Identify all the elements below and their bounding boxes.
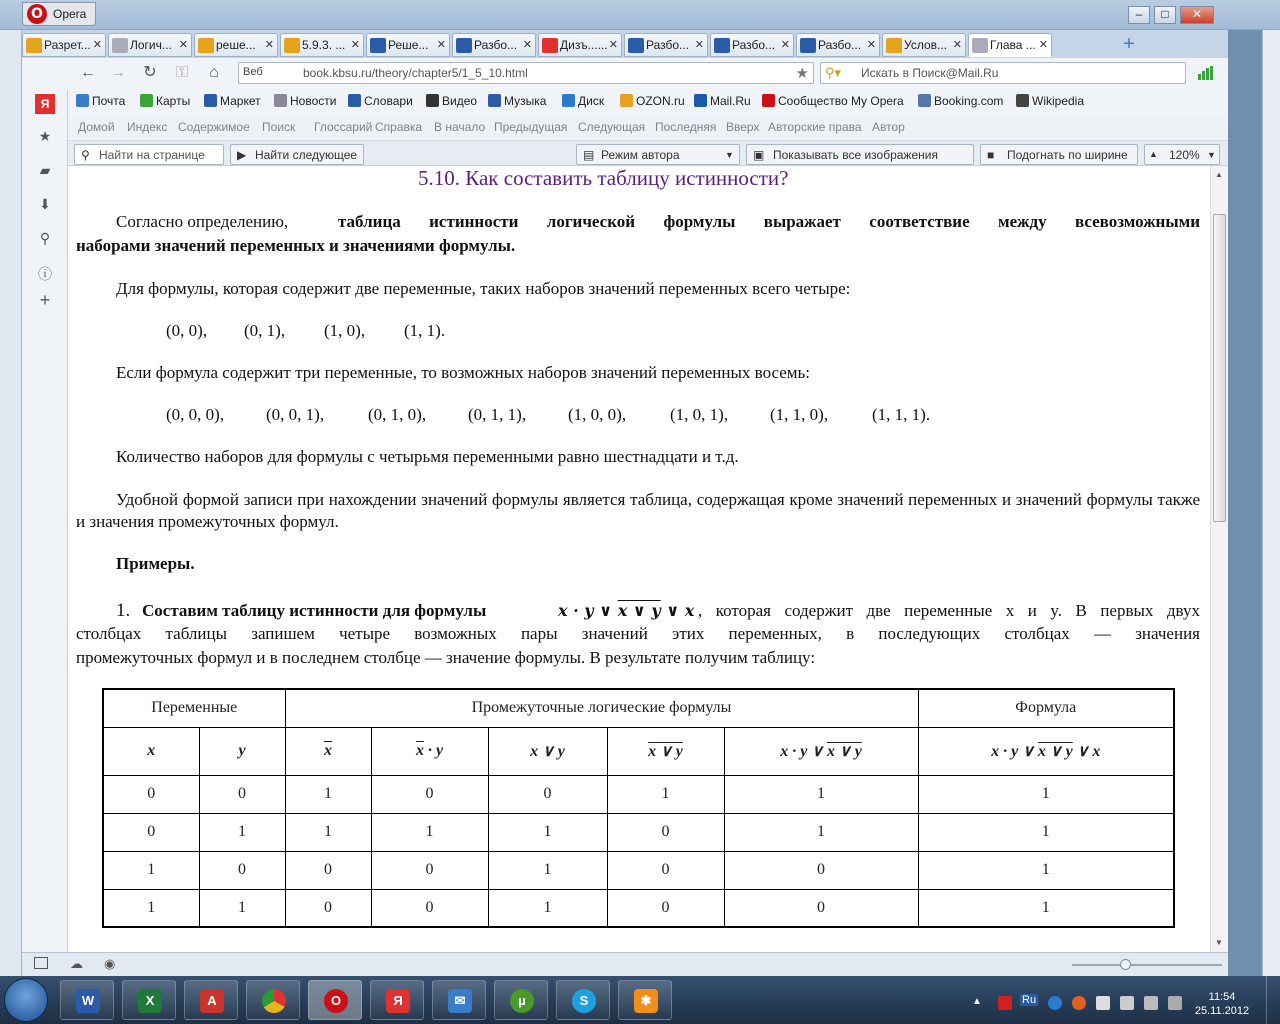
- table-cell: 1: [199, 889, 285, 927]
- scroll-up-icon[interactable]: ▲: [1215, 170, 1223, 179]
- bookmark-label: Почта: [92, 94, 126, 108]
- bookmark-icon: [274, 94, 287, 107]
- table-cell: 1: [918, 889, 1174, 927]
- bookmark-icon: [620, 94, 633, 107]
- author-mode-select[interactable]: [576, 144, 740, 165]
- tab-label: Глава ...: [990, 38, 1036, 52]
- bookmark-6[interactable]: [426, 94, 477, 108]
- find-next-icon: ▶: [237, 148, 247, 162]
- close-tab-icon[interactable]: ✕: [866, 39, 876, 51]
- tab-label: Логич...: [130, 38, 172, 52]
- table-cell: 0: [607, 889, 724, 927]
- background-window-edge: [0, 30, 22, 976]
- paragraph-2: Для формулы, которая содержит две переменные, таких наборов значений переменных всего четыре:: [116, 279, 851, 298]
- zoom-up-icon: ▲: [1149, 149, 1158, 159]
- bookmark-2[interactable]: [140, 94, 190, 108]
- paragraph-5: Удобной формой записи при нахождении значений формулы является таблица, содержащая кроме значений переменных и значений формулы также и значения промежуточных формул.: [76, 490, 1200, 531]
- signal-icon: [1198, 66, 1214, 80]
- paragraph-1-bold: таблица истинности логической формулы выражает соответствие между всевозможными: [338, 212, 1200, 231]
- page-icon: [972, 38, 988, 53]
- bookmark-label: Wikipedia: [1032, 94, 1085, 108]
- table-cell: 1: [371, 813, 488, 851]
- table-cell: 1: [918, 813, 1174, 851]
- navigation-links-bar: [68, 116, 1228, 138]
- table-cell: 0: [724, 851, 918, 889]
- close-tab-icon[interactable]: ✕: [350, 39, 360, 51]
- yandex-browser-icon: Я: [386, 989, 410, 1013]
- opera-icon: O: [324, 989, 348, 1013]
- tab-4[interactable]: [280, 33, 364, 57]
- cloud-icon[interactable]: ☁: [70, 956, 83, 971]
- truth-table: [102, 688, 1175, 928]
- table-row: [103, 813, 1174, 851]
- show-images-label: Показывать все изображения: [773, 148, 938, 162]
- opera-menu-button[interactable]: [22, 2, 96, 26]
- bookmark-icon: [918, 94, 931, 107]
- fit-width-button[interactable]: [980, 144, 1138, 165]
- bookmark-icon: [140, 94, 153, 107]
- bookmark-13[interactable]: [1016, 94, 1084, 108]
- bookmark-label: OZON.ru: [636, 94, 685, 108]
- new-tab-button[interactable]: +: [1123, 33, 1135, 55]
- close-button[interactable]: ✕: [1180, 6, 1214, 24]
- show-images-button[interactable]: [746, 144, 974, 165]
- clock-date: 25.11.2012: [1194, 1005, 1250, 1017]
- tab-label: Разбо...: [646, 38, 690, 52]
- mode-icon: ▤: [583, 148, 595, 162]
- search-icon[interactable]: ⚲: [39, 230, 51, 246]
- chevron-down-icon: ▼: [725, 150, 734, 160]
- tab-12[interactable]: [968, 33, 1052, 57]
- chevron-down-icon: ▼: [1207, 150, 1216, 160]
- value-set-3vars: (1, 1, 0),: [770, 405, 829, 424]
- downloads-icon[interactable]: ⬇: [39, 196, 51, 212]
- utorrent-icon: µ: [510, 989, 534, 1013]
- value-set-3vars: (0, 0, 1),: [266, 405, 325, 424]
- value-set-3vars: (0, 1, 1),: [468, 405, 527, 424]
- skype-icon: S: [572, 989, 596, 1013]
- header-formula: Формула: [918, 689, 1174, 727]
- col-x: x: [103, 727, 199, 775]
- tray-app-icon-2[interactable]: [1072, 996, 1086, 1010]
- header-variables: Переменные: [103, 689, 285, 727]
- table-cell: 0: [607, 851, 724, 889]
- table-cell: 1: [607, 775, 724, 813]
- language-indicator[interactable]: Ru: [1022, 994, 1037, 1006]
- excel-taskbar-button[interactable]: [122, 980, 176, 1020]
- ege-icon: [456, 38, 472, 53]
- search-field[interactable]: [820, 62, 1186, 84]
- opera-logo-icon: O: [27, 4, 47, 24]
- bookmark-label: Новости: [290, 94, 337, 108]
- web-label: Веб: [243, 66, 263, 78]
- volume-icon[interactable]: [1168, 996, 1182, 1010]
- find-toolbar: [68, 140, 1228, 166]
- value-set-3vars: (1, 1, 1).: [872, 405, 931, 424]
- bookmark-1[interactable]: [76, 94, 125, 108]
- nav-link-12[interactable]: Авторские права: [768, 120, 862, 134]
- table-cell: 1: [488, 889, 607, 927]
- close-tab-icon[interactable]: ✕: [178, 39, 188, 51]
- utorrent-taskbar-button[interactable]: [494, 980, 548, 1020]
- tab-5[interactable]: [366, 33, 450, 57]
- chrome-taskbar-button[interactable]: [246, 980, 300, 1020]
- navigation-bar: [68, 58, 1228, 88]
- start-button[interactable]: [4, 978, 48, 1022]
- odnoklassniki-taskbar-button[interactable]: [618, 980, 672, 1020]
- value-set-3vars: (1, 0, 1),: [670, 405, 729, 424]
- bookmarks-bar: [68, 90, 1228, 114]
- paragraph-4: Количество наборов для формулы с четырьмя переменными равно шестнадцати и т.д.: [116, 447, 739, 466]
- close-tab-icon[interactable]: ✕: [436, 39, 446, 51]
- scroll-thumb[interactable]: [1213, 214, 1226, 522]
- close-tab-icon[interactable]: ✕: [694, 39, 704, 51]
- bookmark-icon: [1016, 94, 1029, 107]
- table-row: [103, 889, 1174, 927]
- status-bar: [22, 952, 1228, 976]
- close-tab-icon[interactable]: ✕: [952, 39, 962, 51]
- bookmark-4[interactable]: [274, 94, 336, 108]
- search-icon: [284, 38, 300, 53]
- bookmark-3[interactable]: [204, 94, 261, 108]
- col-y: y: [199, 727, 285, 775]
- chrome-icon: [262, 989, 286, 1013]
- nav-link-9[interactable]: Следующая: [578, 120, 646, 134]
- tab-9[interactable]: [710, 33, 794, 57]
- col-x-or-y: x ∨ y: [488, 727, 607, 775]
- tab-10[interactable]: [796, 33, 880, 57]
- example-text-line3: промежуточных формул и в последнем столбце — значение формулы. В результате получим таблицу:: [76, 648, 816, 667]
- tab-11[interactable]: [882, 33, 966, 57]
- table-cell: 1: [918, 851, 1174, 889]
- find-placeholder: Найти на странице: [99, 148, 205, 162]
- add-panel-icon[interactable]: +: [39, 290, 51, 310]
- clock-time: 11:54: [1208, 991, 1236, 1003]
- bookmark-icon: [488, 94, 501, 107]
- speed-dial-icon[interactable]: ◉: [104, 956, 116, 971]
- search-icon: [886, 38, 902, 53]
- title-bar: [0, 0, 1280, 30]
- tab-label: Разбо...: [732, 38, 776, 52]
- table-cell: 0: [199, 775, 285, 813]
- tab-label: Разрет...: [44, 38, 91, 52]
- page-title: 5.10. Как составить таблицу истинности?: [418, 166, 789, 190]
- nav-link-10[interactable]: Последняя: [655, 120, 717, 134]
- tab-7[interactable]: [538, 33, 622, 57]
- reload-icon[interactable]: ↻: [143, 64, 157, 81]
- example-text-line1: , которая содержит две переменные x и y. В первых двух: [698, 601, 1200, 620]
- table-row: [103, 775, 1174, 813]
- close-tab-icon[interactable]: ✕: [92, 39, 102, 51]
- bookmark-11[interactable]: [762, 94, 904, 108]
- table-cell: 1: [918, 775, 1174, 813]
- table-cell: 0: [488, 775, 607, 813]
- table-cell: 0: [371, 889, 488, 927]
- search-engine-icon[interactable]: ⚲▾: [825, 65, 842, 80]
- zoom-select[interactable]: [1144, 144, 1220, 165]
- skype-taskbar-button[interactable]: [556, 980, 610, 1020]
- col-not-x-or-y: x ∨ y: [607, 727, 724, 775]
- table-cell: 0: [371, 851, 488, 889]
- table-cell: 0: [285, 889, 371, 927]
- example-text-line2: столбцах таблицы запишем четыре возможных пары значений этих переменных, в последующих столбцах — значения: [76, 624, 1200, 643]
- tab-2[interactable]: [108, 33, 192, 57]
- formula-main: x · y ∨ x ∨ y ∨ x: [558, 601, 695, 620]
- table-row: [103, 851, 1174, 889]
- tab-label: реше...: [216, 38, 256, 52]
- word-taskbar-button[interactable]: [60, 980, 114, 1020]
- value-set-2vars: (1, 0),: [324, 321, 366, 340]
- ege-icon: [800, 38, 816, 53]
- bookmark-12[interactable]: [918, 94, 1003, 108]
- tab-bar: [22, 30, 1228, 58]
- tab-3[interactable]: [194, 33, 278, 57]
- example-number: 1.: [116, 600, 131, 621]
- table-cell: 1: [724, 813, 918, 851]
- table-cell: 1: [103, 851, 199, 889]
- yandex-icon: [542, 38, 558, 53]
- table-cell: 1: [103, 889, 199, 927]
- table-cell: 1: [199, 813, 285, 851]
- table-cell: 0: [724, 889, 918, 927]
- bookmark-icon: [76, 94, 89, 107]
- bookmark-9[interactable]: [620, 94, 685, 108]
- network-tray-icon[interactable]: [1048, 996, 1062, 1010]
- table-cell: 1: [285, 775, 371, 813]
- zoom-value: 120%: [1169, 148, 1200, 162]
- nav-link-8[interactable]: Предыдущая: [494, 120, 568, 134]
- scroll-down-icon[interactable]: ▼: [1215, 938, 1223, 947]
- table-cell: 0: [103, 813, 199, 851]
- acrobat-taskbar-button[interactable]: [184, 980, 238, 1020]
- acrobat-icon: A: [200, 989, 224, 1013]
- page-content: [68, 166, 1210, 952]
- search-icon: [198, 38, 214, 53]
- close-tab-icon[interactable]: ✕: [780, 39, 790, 51]
- col-intermediate-final: x · y ∨ x ∨ y: [724, 727, 918, 775]
- zoom-slider-handle[interactable]: [1120, 959, 1131, 970]
- value-set-2vars: (0, 0),: [166, 321, 208, 340]
- background-window-scrollbar[interactable]: [1262, 0, 1280, 976]
- table-cell: 0: [103, 775, 199, 813]
- nav-link-6[interactable]: Справка: [375, 120, 423, 134]
- nav-link-11[interactable]: Вверх: [726, 120, 760, 134]
- sidebar-panel: [22, 90, 68, 952]
- tab-label: Реше...: [388, 38, 429, 52]
- col-not-x-and-y: $\overline{x} \cdot y$: [371, 727, 488, 775]
- show-hidden-icons-icon[interactable]: ▲: [972, 996, 982, 1007]
- key-icon[interactable]: ⚿: [175, 64, 189, 81]
- close-tab-icon[interactable]: ✕: [522, 39, 532, 51]
- ege-icon: [370, 38, 386, 53]
- tab-label: Дизъ......: [560, 38, 608, 52]
- word-icon: W: [76, 989, 100, 1013]
- header-intermediate: Промежуточные логические формулы: [285, 689, 918, 727]
- bookmark-label: Карты: [156, 94, 191, 108]
- address-bar[interactable]: [238, 62, 814, 84]
- page-icon: [112, 38, 128, 53]
- bookmark-label: Booking.com: [934, 94, 1004, 108]
- window-title: Opera: [53, 7, 87, 21]
- nav-link-2[interactable]: Индекс: [127, 120, 168, 134]
- tab-6[interactable]: [452, 33, 536, 57]
- panel-toggle-icon[interactable]: [34, 957, 48, 969]
- paragraph-1-intro: Согласно определению,: [116, 212, 289, 231]
- home-icon[interactable]: ⌂: [209, 64, 219, 81]
- fit-width-icon: ■: [987, 148, 995, 162]
- mail-icon: ✉: [448, 989, 472, 1013]
- nav-link-13[interactable]: Автор: [872, 120, 905, 134]
- minimize-button[interactable]: –: [1128, 6, 1150, 24]
- bookmark-label: Маркет: [220, 94, 261, 108]
- bookmark-10[interactable]: [694, 94, 751, 108]
- excel-icon: X: [138, 989, 162, 1013]
- maximize-button[interactable]: □: [1154, 6, 1176, 24]
- tab-label: Услов...: [904, 38, 948, 52]
- info-icon[interactable]: ⓘ: [38, 266, 52, 282]
- table-cell: 1: [724, 775, 918, 813]
- nav-link-3[interactable]: Содержимое: [178, 120, 250, 134]
- yandex-taskbar-button[interactable]: [370, 980, 424, 1020]
- table-cell: 1: [488, 851, 607, 889]
- ege-icon: [714, 38, 730, 53]
- ege-icon: [628, 38, 644, 53]
- back-icon[interactable]: ←: [80, 64, 96, 81]
- mail-taskbar-button[interactable]: [432, 980, 486, 1020]
- network-icon[interactable]: [1144, 996, 1158, 1010]
- tab-1[interactable]: [22, 33, 106, 57]
- examples-heading: Примеры.: [116, 554, 195, 573]
- show-desktop-button[interactable]: [1266, 976, 1280, 1024]
- windows-taskbar: [0, 976, 1280, 1024]
- mode-label: Режим автора: [601, 148, 680, 162]
- table-cell: 1: [285, 813, 371, 851]
- zoom-slider[interactable]: [1072, 964, 1222, 966]
- yandex-icon[interactable]: Я: [35, 94, 55, 114]
- bookmark-icon: [762, 94, 775, 107]
- value-set-3vars: (0, 1, 0),: [368, 405, 427, 424]
- close-tab-icon[interactable]: ✕: [1038, 39, 1048, 51]
- close-tab-icon[interactable]: ✕: [608, 39, 618, 51]
- bookmark-icon: [694, 94, 707, 107]
- find-icon: ⚲: [81, 148, 90, 162]
- example-bold-text: Составим таблицу истинности для формулы: [142, 601, 487, 620]
- tray-app-icon[interactable]: [998, 996, 1012, 1010]
- col-formula: x · y ∨ x ∨ y ∨ x: [918, 727, 1174, 775]
- paragraph-1-bold-end: наборами значений переменных и значениями формулы.: [76, 236, 516, 255]
- table-cell: 0: [285, 851, 371, 889]
- search-icon: [26, 38, 42, 53]
- search-placeholder: Искать в Поиск@Mail.Ru: [861, 66, 999, 80]
- forward-icon[interactable]: →: [110, 64, 126, 81]
- opera-taskbar-button[interactable]: [308, 980, 362, 1020]
- bookmark-label: Словари: [364, 94, 413, 108]
- value-set-3vars: (1, 0, 0),: [568, 405, 627, 424]
- nav-link-4[interactable]: Поиск: [262, 120, 296, 134]
- image-icon: ▣: [753, 148, 765, 162]
- nav-link-7[interactable]: В начало: [434, 120, 486, 134]
- bookmarks-star-icon[interactable]: ★: [38, 128, 52, 144]
- col-not-x: $\overline{x}$: [285, 727, 371, 775]
- tray-app-icon-3[interactable]: [1096, 996, 1110, 1010]
- page-scrollbar[interactable]: [1210, 166, 1228, 952]
- tab-label: Разбо...: [818, 38, 862, 52]
- fit-width-label: Подогнать по ширине: [1007, 148, 1128, 162]
- find-next-label: Найти следующее: [255, 148, 358, 162]
- action-center-icon[interactable]: [1120, 996, 1134, 1010]
- value-set-2vars: (1, 1).: [404, 321, 446, 340]
- clock[interactable]: [1192, 990, 1252, 1018]
- odnoklassniki-icon: ✱: [634, 989, 658, 1013]
- value-set-2vars: (0, 1),: [244, 321, 286, 340]
- nav-link-1[interactable]: Домой: [78, 120, 115, 134]
- bookmark-icon: [562, 94, 575, 107]
- nav-link-5[interactable]: Глоссарий: [314, 120, 373, 134]
- bookmark-icon: [204, 94, 217, 107]
- address-url[interactable]: book.kbsu.ru/theory/chapter5/1_5_10.html: [303, 66, 528, 80]
- bookmark-star-icon[interactable]: ★: [795, 65, 809, 82]
- tab-label: Разбо...: [474, 38, 518, 52]
- bookmark-icon: [426, 94, 439, 107]
- bookmark-icon: [348, 94, 361, 107]
- notes-icon[interactable]: ▰: [39, 162, 51, 178]
- tab-8[interactable]: [624, 33, 708, 57]
- bookmark-label: Диск: [578, 94, 605, 108]
- paragraph-3: Если формула содержит три переменные, то возможных наборов значений переменных восемь:: [116, 363, 811, 382]
- bookmark-label: Сообщество My Opera: [778, 94, 904, 108]
- find-next-button[interactable]: [230, 144, 364, 165]
- bookmark-8[interactable]: [562, 94, 604, 108]
- bookmark-7[interactable]: [488, 94, 546, 108]
- close-tab-icon[interactable]: ✕: [264, 39, 274, 51]
- table-cell: 0: [371, 775, 488, 813]
- bookmark-5[interactable]: [348, 94, 413, 108]
- table-cell: 0: [607, 813, 724, 851]
- tab-label: 5.9.3. ...: [302, 38, 346, 52]
- table-cell: 1: [488, 813, 607, 851]
- bookmark-label: Музыка: [504, 94, 547, 108]
- find-input[interactable]: [74, 144, 224, 165]
- table-cell: 0: [199, 851, 285, 889]
- value-set-3vars: (0, 0, 0),: [166, 405, 225, 424]
- bookmark-label: Mail.Ru: [710, 94, 751, 108]
- bookmark-label: Видео: [442, 94, 478, 108]
